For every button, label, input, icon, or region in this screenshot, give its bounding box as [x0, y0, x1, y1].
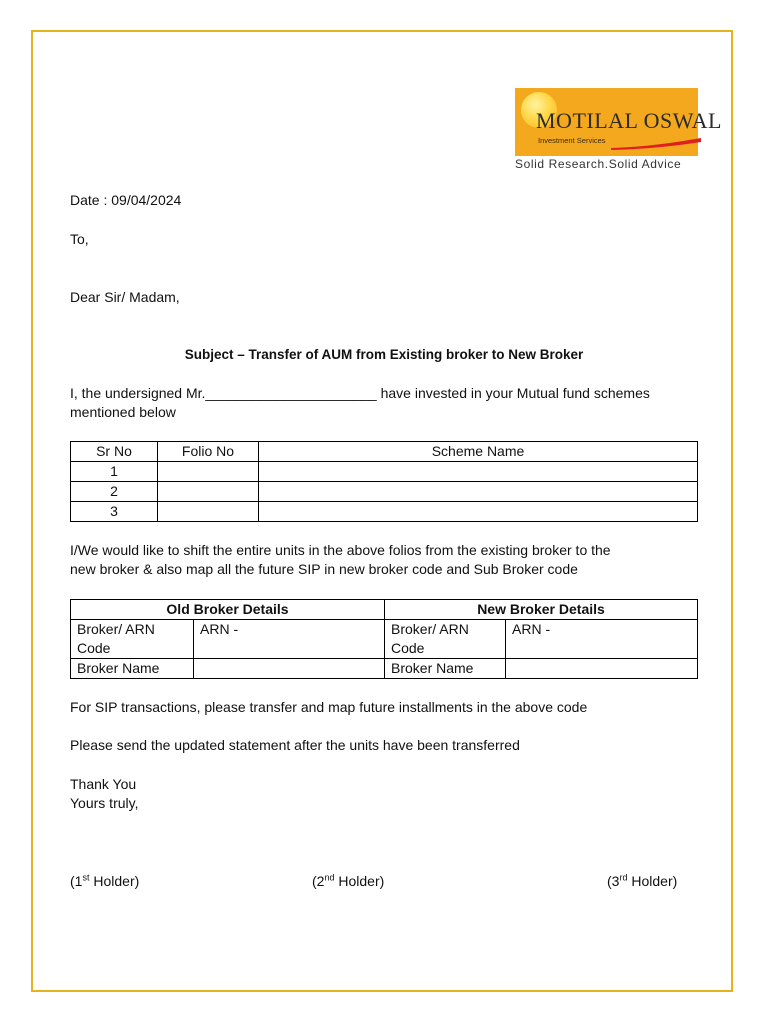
- salutation: Dear Sir/ Madam,: [70, 289, 180, 305]
- scheme-name-cell[interactable]: [259, 462, 698, 482]
- broker-code-row: [71, 620, 698, 659]
- scheme-name-cell[interactable]: [259, 482, 698, 502]
- thank-you: Thank You: [70, 776, 137, 792]
- new-broker-code-label: Broker/ ARN Code: [385, 620, 506, 659]
- swoosh-icon: [611, 138, 701, 150]
- sr-no-cell: 2: [71, 482, 158, 502]
- header-scheme-name: Scheme Name: [259, 442, 698, 462]
- motilal-oswal-logo: [515, 88, 722, 156]
- old-broker-name-label: Broker Name: [71, 659, 194, 679]
- old-broker-name-field[interactable]: [194, 659, 385, 679]
- logo-brand-name: MOTILAL OSWAL: [536, 108, 722, 133]
- holder-1-label: (1st Holder): [70, 872, 140, 889]
- old-broker-header: Old Broker Details: [71, 600, 385, 620]
- closing: Yours truly,: [70, 795, 139, 811]
- scheme-table: [70, 441, 698, 522]
- broker-name-row: [71, 659, 698, 679]
- holder-2-label: (2nd Holder): [312, 872, 385, 889]
- new-broker-name-field[interactable]: [506, 659, 698, 679]
- new-broker-arn-field[interactable]: ARN -: [506, 620, 698, 659]
- table-row: [71, 462, 698, 482]
- folio-no-cell[interactable]: [158, 482, 259, 502]
- broker-header-row: [71, 600, 698, 620]
- statement-line: Please send the updated statement after the units have been transferred: [70, 737, 520, 753]
- new-broker-name-label: Broker Name: [385, 659, 506, 679]
- new-broker-header: New Broker Details: [385, 600, 698, 620]
- folio-no-cell[interactable]: [158, 462, 259, 482]
- table-row: [71, 502, 698, 522]
- sr-no-cell: 1: [71, 462, 158, 482]
- date-line: Date : 09/04/2024: [70, 192, 182, 208]
- logo-brand-sub: Investment Services: [538, 136, 606, 145]
- header-sr-no: Sr No: [71, 442, 158, 462]
- folio-no-cell[interactable]: [158, 502, 259, 522]
- old-broker-arn-field[interactable]: ARN -: [194, 620, 385, 659]
- table-row: [71, 482, 698, 502]
- table-header-row: [71, 442, 698, 462]
- scheme-name-cell[interactable]: [259, 502, 698, 522]
- holder-3-label: (3rd Holder): [607, 872, 678, 889]
- logo-tagline: Solid Research.Solid Advice: [515, 157, 682, 171]
- subject-line: Subject – Transfer of AUM from Existing broker to New Broker: [184, 347, 584, 362]
- shift-line-1: I/We would like to shift the entire units in the above folios from the existing broker to the: [70, 542, 611, 558]
- intro-line-2: mentioned below: [70, 404, 176, 420]
- sr-no-cell: 3: [71, 502, 158, 522]
- header-folio-no: Folio No: [158, 442, 259, 462]
- shift-line-2: new broker & also map all the future SIP in new broker code and Sub Broker code: [70, 561, 578, 577]
- broker-table: [70, 599, 698, 679]
- sip-line: For SIP transactions, please transfer and map future installments in the above code: [70, 699, 588, 715]
- intro-line-1: I, the undersigned Mr.______________________ have invested in your Mutual fund schemes: [70, 385, 650, 401]
- to-line: To,: [70, 231, 89, 247]
- old-broker-code-label: Broker/ ARN Code: [71, 620, 194, 659]
